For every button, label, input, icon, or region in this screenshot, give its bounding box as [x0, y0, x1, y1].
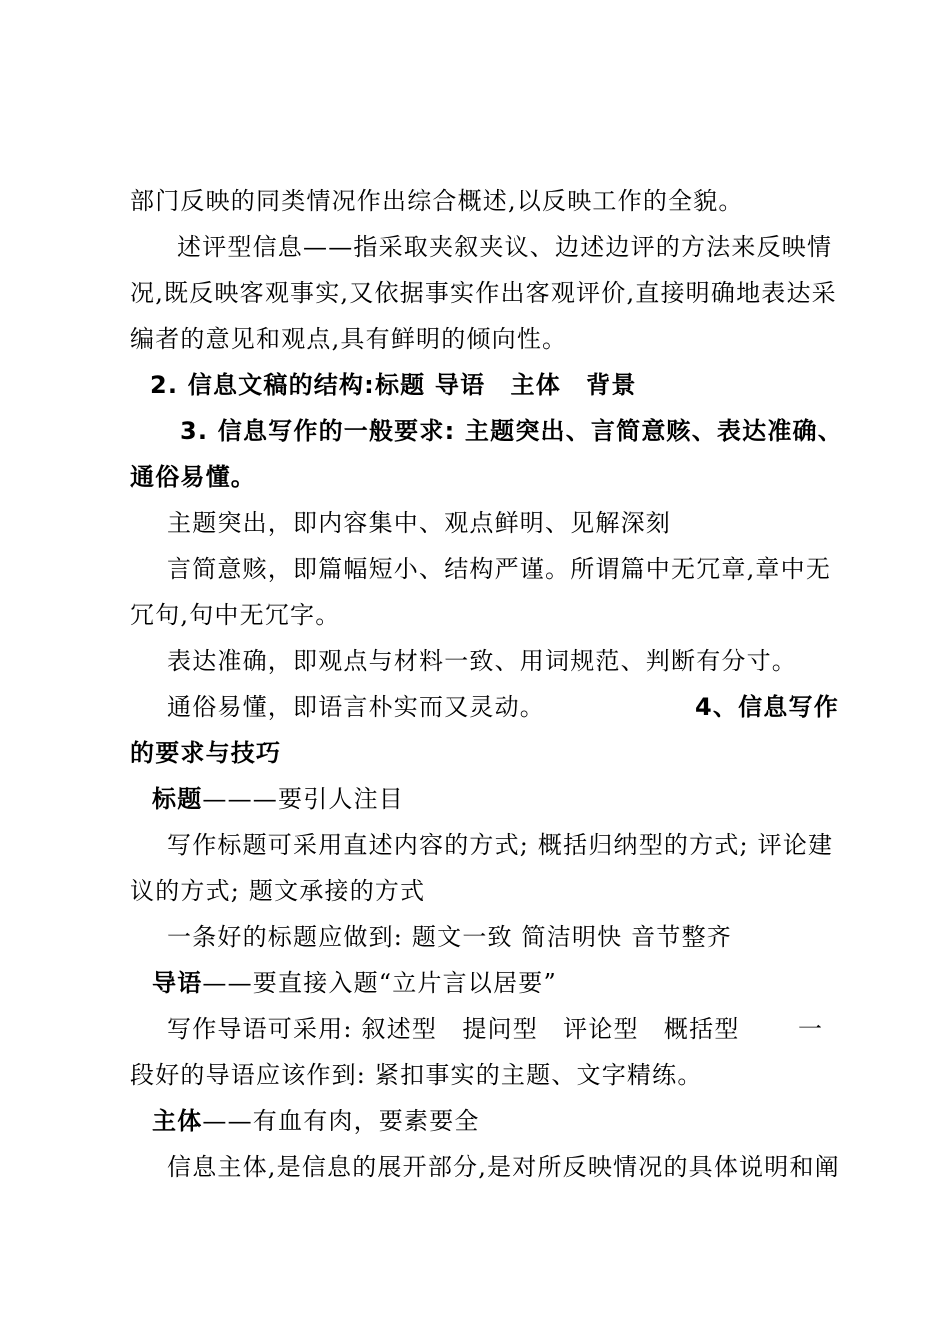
subheading-line [152, 784, 404, 814]
paragraph-line: 议的方式; 题文承接的方式 [130, 877, 426, 905]
paragraph-line: 主题突出，即内容集中、观点鲜明、见解深刻 [167, 509, 671, 537]
subheading-line [152, 968, 557, 998]
section-heading: 4、信息写作 [695, 693, 839, 721]
paragraph-line: 写作标题可采用直述内容的方式; 概括归纳型的方式; 评论建 [167, 831, 834, 859]
paragraph-line: 言简意赅，即篇幅短小、结构严谨。所谓篇中无冗章,章中无 [167, 555, 832, 583]
subheading-label: 导语 [152, 969, 203, 997]
paragraph-line: 编者的意见和观点,具有鲜明的倾向性。 [130, 325, 568, 353]
paragraph-line: 冗句,句中无冗字。 [130, 601, 341, 629]
paragraph-line: 述评型信息——指采取夹叙夹议、边述边评的方法来反映情 [177, 233, 833, 261]
paragraph-line: 部门反映的同类情况作出综合概述,以反映工作的全貌。 [130, 187, 744, 215]
section-heading: 2. 信息文稿的结构:标题 导语 主体 背景 [150, 371, 637, 399]
section-heading: 的要求与技巧 [130, 739, 282, 767]
section-heading: 3. 信息写作的一般要求: 主题突出、言简意赅、表达准确、 [180, 417, 843, 445]
subheading-label: 主体 [152, 1107, 203, 1135]
paragraph-line: 况,既反映客观事实,又依据事实作出客观评价,直接明确地表达采 [130, 279, 837, 307]
subheading-text: ——有血有肉，要素要全 [202, 1107, 480, 1135]
section-heading: 通俗易懂。 [130, 463, 256, 491]
paragraph-line: 写作导语可采用: 叙述型 提问型 评论型 概括型 [167, 1015, 740, 1043]
paragraph-line: 通俗易懂，即语言朴实而又灵动。 [167, 693, 545, 721]
paragraph-line: 一条好的标题应做到: 题文一致 简洁明快 音节整齐 [167, 923, 732, 951]
subheading-text: ———要引人注目 [202, 785, 405, 813]
subheading-text: ——要直接入题“立片言以居要” [202, 969, 557, 997]
paragraph-line: 一 [798, 1015, 824, 1043]
paragraph-line: 表达准确，即观点与材料一致、用词规范、判断有分寸。 [167, 647, 797, 675]
subheading-line [152, 1106, 480, 1136]
subheading-label: 标题 [152, 785, 203, 813]
paragraph-line: 信息主体,是信息的展开部分,是对所反映情况的具体说明和阐 [167, 1153, 840, 1181]
paragraph-line: 段好的导语应该作到: 紧扣事实的主题、文字精练。 [130, 1061, 703, 1089]
